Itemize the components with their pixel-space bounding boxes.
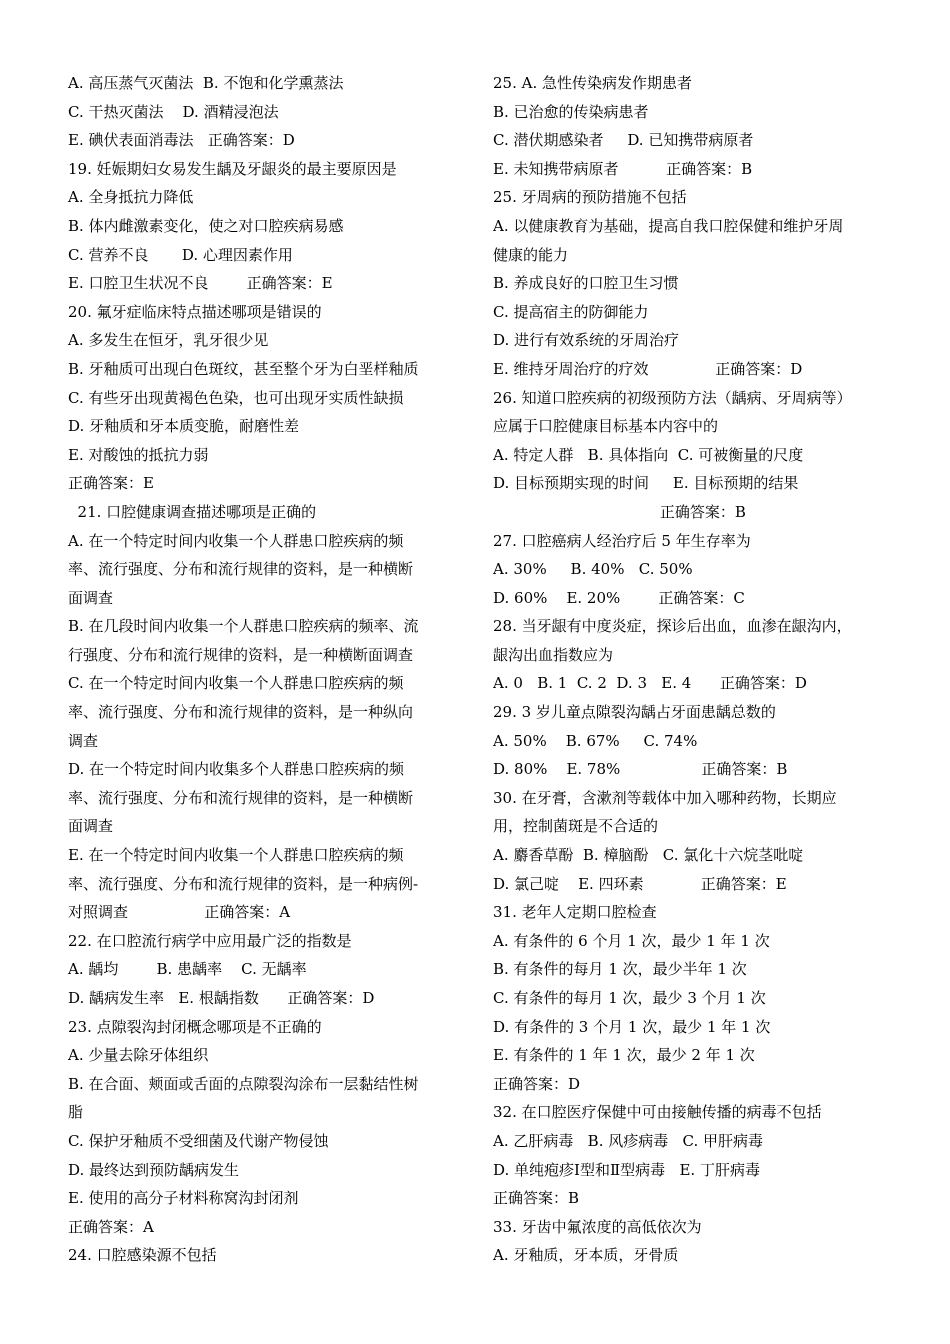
left-column xyxy=(68,69,463,1270)
text-line: 20. 氟牙症临床特点描述哪项是错误的 xyxy=(68,302,322,321)
text-line: C. 有条件的每月 1 次，最少 3 个月 1 次 xyxy=(493,989,766,1007)
text-line: D. 目标预期实现的时间 E. 目标预期的结果 xyxy=(493,474,799,493)
text-line: 正确答案：A xyxy=(68,1217,154,1236)
text-line: D. 氯己啶 E. 四环素 正确答案：E xyxy=(493,874,787,893)
text-line: D. 80% E. 78% 正确答案：B xyxy=(493,760,788,779)
text-line: 对照调查 正确答案：A xyxy=(68,903,291,922)
text-line: 正确答案：B xyxy=(493,502,746,521)
text-line: A. 50% B. 67% C. 74% xyxy=(493,731,698,750)
text-line: C. 潜伏期感染者 D. 已知携带病原者 xyxy=(493,131,754,150)
text-line: 正确答案：B xyxy=(493,1189,580,1208)
text-line: A. 乙肝病毒 B. 风疹病毒 C. 甲肝病毒 xyxy=(493,1131,764,1150)
text-line: 应属于口腔健康目标基本内容中的 xyxy=(493,417,719,436)
text-line: D. 60% E. 20% 正确答案：C xyxy=(493,588,745,607)
text-line: 健康的能力 xyxy=(493,245,569,264)
text-line: E. 碘伏表面消毒法 正确答案：D xyxy=(68,131,295,150)
text-line: A. 全身抵抗力降低 xyxy=(68,188,194,207)
text-line: 正确答案：E xyxy=(68,474,154,493)
text-line: 行强度、分布和流行规律的资料，是一种横断面调查 xyxy=(68,645,414,664)
text-line: E. 在一个特定时间内收集一个人群患口腔疾病的频 xyxy=(68,846,404,865)
text-line: 27. 口腔癌病人经治疗后 5 年生存率为 xyxy=(493,531,751,550)
text-line: A. 0 B. 1 C. 2 D. 3 E. 4 正确答案：D xyxy=(493,674,807,693)
text-line: B. 已治愈的传染病患者 xyxy=(493,102,649,121)
text-line: A. 有条件的 6 个月 1 次，最少 1 年 1 次 xyxy=(493,931,770,950)
text-line: B. 养成良好的口腔卫生习惯 xyxy=(493,274,679,293)
text-line: 24. 口腔感染源不包括 xyxy=(68,1246,217,1265)
text-line: A. 少量去除牙体组织 xyxy=(68,1046,209,1065)
text-line: 正确答案：D xyxy=(493,1074,581,1093)
text-line: A. 牙釉质，牙本质，牙骨质 xyxy=(493,1246,679,1265)
text-line: B. 有条件的每月 1 次，最少半年 1 次 xyxy=(493,960,747,979)
text-line: A. 多发生在恒牙，乳牙很少见 xyxy=(68,331,269,350)
text-line: 31. 老年人定期口腔检查 xyxy=(493,903,657,922)
text-line: 21. 口腔健康调查描述哪项是正确的 xyxy=(68,502,317,521)
right-column xyxy=(493,69,888,1270)
text-line: E. 口腔卫生状况不良 正确答案：E xyxy=(68,274,333,293)
text-line: E. 对酸蚀的抵抗力弱 xyxy=(68,445,209,464)
text-line: 32. 在口腔医疗保健中可由接触传播的病毒不包括 xyxy=(493,1103,822,1122)
text-line: B. 体内雌激素变化，使之对口腔疾病易感 xyxy=(68,216,344,235)
text-line: B. 牙釉质可出现白色斑纹，甚至整个牙为白垩样釉质 xyxy=(68,359,419,378)
text-line: B. 在合面、颊面或舌面的点隙裂沟涂布一层黏结性树 xyxy=(68,1074,419,1093)
text-line: E. 维持牙周治疗的疗效 正确答案：D xyxy=(493,359,803,378)
text-line: 龈沟出血指数应为 xyxy=(493,645,614,664)
text-line: D. 牙釉质和牙本质变脆，耐磨性差 xyxy=(68,417,300,436)
text-line: E. 使用的高分子材料称窝沟封闭剂 xyxy=(68,1189,299,1208)
text-line: 33. 牙齿中氟浓度的高低依次为 xyxy=(493,1217,702,1236)
text-line: 30. 在牙膏，含漱剂等载体中加入哪种药物，长期应 xyxy=(493,788,837,807)
text-line: C. 提高宿主的防御能力 xyxy=(493,302,649,321)
text-line: A. 高压蒸气灭菌法 B. 不饱和化学熏蒸法 xyxy=(68,74,344,92)
text-line: 率、流行强度、分布和流行规律的资料，是一种纵向 xyxy=(68,703,414,722)
text-line: E. 有条件的 1 年 1 次，最少 2 年 1 次 xyxy=(493,1046,755,1065)
text-line: 26. 知道口腔疾病的初级预防方法（龋病、牙周病等） xyxy=(493,388,852,407)
text-line: A. 在一个特定时间内收集一个人群患口腔疾病的频 xyxy=(68,531,404,550)
text-line: 25. 牙周病的预防措施不包括 xyxy=(493,188,687,207)
text-line: C. 保护牙釉质不受细菌及代谢产物侵蚀 xyxy=(68,1131,329,1150)
text-line: D. 龋病发生率 E. 根龋指数 正确答案：D xyxy=(68,989,375,1007)
text-line: 25. A. 急性传染病发作期患者 xyxy=(493,74,692,92)
text-line: A. 麝香草酚 B. 樟脑酚 C. 氯化十六烷茎吡啶 xyxy=(493,846,804,865)
text-line: C. 在一个特定时间内收集一个人群患口腔疾病的频 xyxy=(68,674,404,693)
text-line: D. 进行有效系统的牙周治疗 xyxy=(493,331,680,350)
text-line: 调查 xyxy=(68,731,99,750)
text-line: B. 在几段时间内收集一个人群患口腔疾病的频率、流 xyxy=(68,617,419,636)
text-line: 用，控制菌斑是不合适的 xyxy=(493,817,659,836)
text-line: 28. 当牙龈有中度炎症，探诊后出血，血渗在龈沟内， xyxy=(493,617,852,636)
text-line: 面调查 xyxy=(68,817,114,836)
text-line: A. 龋均 B. 患龋率 C. 无龋率 xyxy=(68,960,307,979)
text-line: E. 未知携带病原者 正确答案：B xyxy=(493,159,753,178)
text-line: 19. 妊娠期妇女易发生龋及牙龈炎的最主要原因是 xyxy=(68,159,397,178)
text-line: C. 干热灭菌法 D. 酒精浸泡法 xyxy=(68,102,279,121)
text-line: 23. 点隙裂沟封闭概念哪项是不正确的 xyxy=(68,1017,322,1036)
text-line: D. 有条件的 3 个月 1 次，最少 1 年 1 次 xyxy=(493,1017,771,1036)
text-line: 脂 xyxy=(68,1103,84,1122)
text-line: 率、流行强度、分布和流行规律的资料，是一种横断 xyxy=(68,788,414,807)
text-line: C. 营养不良 D. 心理因素作用 xyxy=(68,245,293,264)
text-line: 率、流行强度、分布和流行规律的资料，是一种横断 xyxy=(68,560,414,579)
text-line: A. 30% B. 40% C. 50% xyxy=(493,560,693,579)
text-line: D. 最终达到预防龋病发生 xyxy=(68,1160,240,1179)
text-line: 29. 3 岁儿童点隙裂沟龋占牙面患龋总数的 xyxy=(493,703,776,722)
text-line: A. 特定人群 B. 具体指向 C. 可被衡量的尺度 xyxy=(493,445,804,464)
text-line: 面调查 xyxy=(68,588,114,607)
text-line: A. 以健康教育为基础，提高自我口腔保健和维护牙周 xyxy=(493,216,844,235)
text-line: 22. 在口腔流行病学中应用最广泛的指数是 xyxy=(68,931,352,950)
text-line: 率、流行强度、分布和流行规律的资料，是一种病例- xyxy=(68,874,419,893)
text-line: D. 在一个特定时间内收集多个人群患口腔疾病的频 xyxy=(68,760,405,779)
text-line: C. 有些牙出现黄褐色色染，也可出现牙实质性缺损 xyxy=(68,388,404,407)
text-line: D. 单纯疱疹Ⅰ型和Ⅱ型病毒 E. 丁肝病毒 xyxy=(493,1160,760,1179)
